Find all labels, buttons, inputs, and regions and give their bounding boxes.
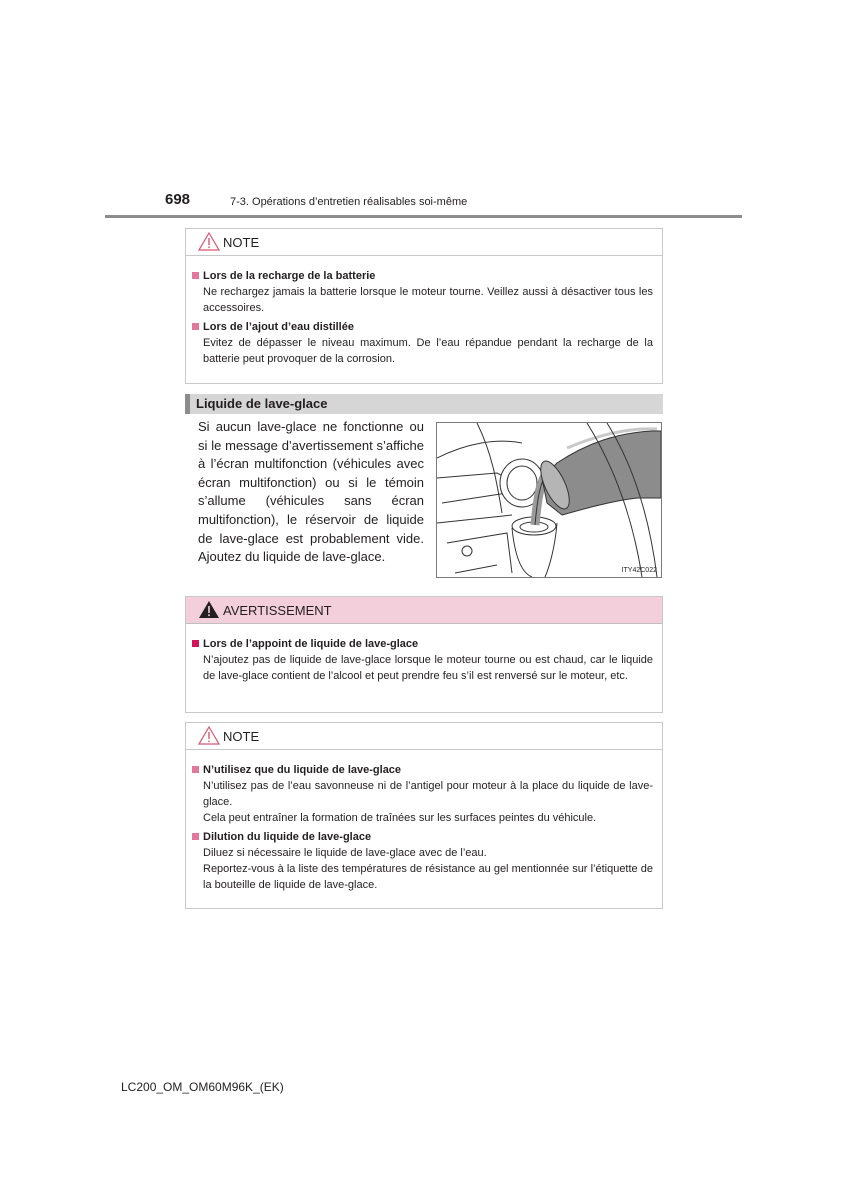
note-box-header [186, 723, 662, 750]
note-item-text: N’utilisez pas de l’eau savonneuse ni de l’antigel pour moteur à la place du liquide de lave-glace. [203, 780, 653, 808]
note-item-heading [192, 319, 653, 335]
note-title: NOTE [223, 729, 260, 744]
section-title: 7-3. Opérations d’entretien réalisables soi-même [230, 196, 468, 208]
bullet-square-icon [192, 766, 199, 773]
warning-item-heading-text: Lors de l’appoint de liquide de lave-glace [203, 638, 419, 650]
note-box-header [186, 229, 662, 256]
warning-triangle-icon [198, 600, 220, 619]
pouring-fluid-drawing [437, 423, 661, 577]
note-item-text: Diluez si nécessaire le liquide de lave-glace avec de l’eau. [203, 847, 487, 859]
warning-item-heading [192, 636, 653, 652]
caution-triangle-icon [198, 726, 220, 745]
note-item-heading-text: Dilution du liquide de lave-glace [203, 831, 372, 843]
header-rule [105, 215, 742, 218]
warning-box [185, 596, 663, 713]
section-heading: Liquide de lave-glace [196, 396, 328, 411]
note-item-text: Evitez de dépasser le niveau maximum. De l’eau répandue pendant la recharge de la batterie peut provoquer de la corrosion. [203, 337, 653, 365]
note-title: NOTE [223, 235, 260, 250]
warning-item-text: N’ajoutez pas de liquide de lave-glace lorsque le moteur tourne ou est chaud, car le liquide de lave-glace contient de l’alcool et peut prendre feu s’il est renversé sur le moteur, etc. [203, 654, 653, 682]
note-box-battery [185, 228, 663, 384]
washer-body-text: Si aucun lave-glace ne fonctionne ou si le message d’avertissement s’affiche à l’écran multifonction (véhicules avec écran multifonction) ou si le témoin s’allume (véhicules sans écran multifonction), le réservoir de liquide de lave-glace est probablement vide. Ajoutez du liquide de lave-glace. [198, 419, 424, 565]
note-box-washer [185, 722, 663, 909]
note-item-heading [192, 829, 653, 845]
warning-box-header [186, 597, 662, 624]
bullet-square-icon [192, 833, 199, 840]
band-accent [185, 394, 190, 414]
note-item-heading-text: N’utilisez que du liquide de lave-glace [203, 764, 402, 776]
bullet-square-icon [192, 272, 199, 279]
note-item-heading-text: Lors de l’ajout d’eau distillée [203, 321, 354, 333]
note-item-heading-text: Lors de la recharge de la batterie [203, 270, 376, 282]
figure-code: ITY42C022 [621, 567, 657, 574]
section-heading-band [185, 394, 663, 414]
note-item-heading [192, 762, 653, 778]
bullet-square-icon [192, 640, 199, 647]
washer-fluid-illustration [436, 422, 662, 578]
page-number: 698 [165, 191, 191, 208]
caution-triangle-icon [198, 232, 220, 251]
note-item-text: Ne rechargez jamais la batterie lorsque le moteur tourne. Veillez aussi à désactiver tous les accessoires. [203, 286, 653, 314]
note-item-heading [192, 268, 653, 284]
note-item-text: Cela peut entraîner la formation de traînées sur les surfaces peintes du véhicule. [203, 812, 597, 824]
warning-title: AVERTISSEMENT [223, 603, 332, 618]
footer-code: LC200_OM_OM60M96K_(EK) [121, 1080, 284, 1094]
bullet-square-icon [192, 323, 199, 330]
note-item-text: Reportez-vous à la liste des températures de résistance au gel mentionnée sur l’étiquette de la bouteille de liquide de lave-glace. [203, 863, 653, 891]
